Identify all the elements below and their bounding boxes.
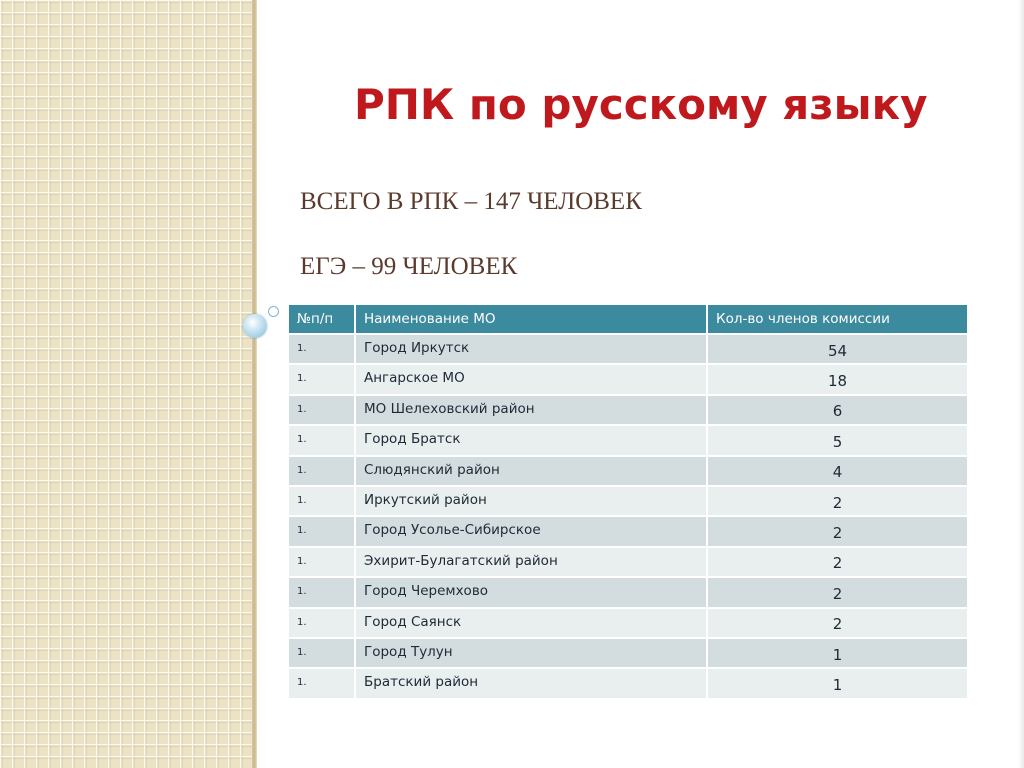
table-row xyxy=(288,486,968,516)
row-members-count: 2 xyxy=(707,516,968,546)
table-row xyxy=(288,364,968,394)
subtitle-total-members: ВСЕГО В РПК – 147 ЧЕЛОВЕК xyxy=(300,188,642,215)
header-mo-name: Наименование МО xyxy=(355,304,707,334)
right-edge-shadow xyxy=(1018,0,1024,768)
row-mo-name: Иркутский район xyxy=(355,486,707,516)
table-row xyxy=(288,547,968,577)
row-members-count: 2 xyxy=(707,577,968,607)
row-members-count: 1 xyxy=(707,638,968,668)
row-number: 1. xyxy=(288,395,355,425)
row-members-count: 2 xyxy=(707,547,968,577)
row-number: 1. xyxy=(288,364,355,394)
header-number: №п/п xyxy=(288,304,355,334)
table-row xyxy=(288,577,968,607)
slide-title: РПК по русскому языку xyxy=(354,80,928,129)
table-row xyxy=(288,638,968,668)
table-row xyxy=(288,395,968,425)
commission-members-table xyxy=(287,303,969,700)
row-mo-name: Город Черемхово xyxy=(355,577,707,607)
row-members-count: 4 xyxy=(707,456,968,486)
table-row xyxy=(288,668,968,698)
row-mo-name: Ангарское МО xyxy=(355,364,707,394)
row-members-count: 1 xyxy=(707,668,968,698)
side-border xyxy=(252,0,257,768)
row-members-count: 2 xyxy=(707,608,968,638)
small-bubble-ornament xyxy=(268,306,279,317)
large-bubble-ornament xyxy=(243,314,267,338)
row-number: 1. xyxy=(288,334,355,364)
header-members-count: Кол-во членов комиссии xyxy=(707,304,968,334)
row-mo-name: Город Тулун xyxy=(355,638,707,668)
side-decorative-pattern xyxy=(0,0,252,768)
row-number: 1. xyxy=(288,577,355,607)
row-mo-name: Город Иркутск xyxy=(355,334,707,364)
table-row xyxy=(288,334,968,364)
row-mo-name: Слюдянский район xyxy=(355,456,707,486)
row-mo-name: Эхирит-Булагатский район xyxy=(355,547,707,577)
row-mo-name: Город Братск xyxy=(355,425,707,455)
row-mo-name: Город Саянск xyxy=(355,608,707,638)
row-number: 1. xyxy=(288,486,355,516)
row-number: 1. xyxy=(288,547,355,577)
subtitle-ege-members: ЕГЭ – 99 ЧЕЛОВЕК xyxy=(300,253,518,280)
row-mo-name: Братский район xyxy=(355,668,707,698)
row-members-count: 54 xyxy=(707,334,968,364)
row-members-count: 5 xyxy=(707,425,968,455)
row-number: 1. xyxy=(288,425,355,455)
row-number: 1. xyxy=(288,456,355,486)
row-number: 1. xyxy=(288,638,355,668)
table-row xyxy=(288,516,968,546)
row-members-count: 2 xyxy=(707,486,968,516)
row-number: 1. xyxy=(288,516,355,546)
row-mo-name: Город Усолье-Сибирское xyxy=(355,516,707,546)
table-row xyxy=(288,425,968,455)
row-mo-name: МО Шелеховский район xyxy=(355,395,707,425)
row-members-count: 18 xyxy=(707,364,968,394)
row-number: 1. xyxy=(288,668,355,698)
table-header-row xyxy=(288,304,968,334)
table-row xyxy=(288,608,968,638)
row-number: 1. xyxy=(288,608,355,638)
table-row xyxy=(288,456,968,486)
row-members-count: 6 xyxy=(707,395,968,425)
